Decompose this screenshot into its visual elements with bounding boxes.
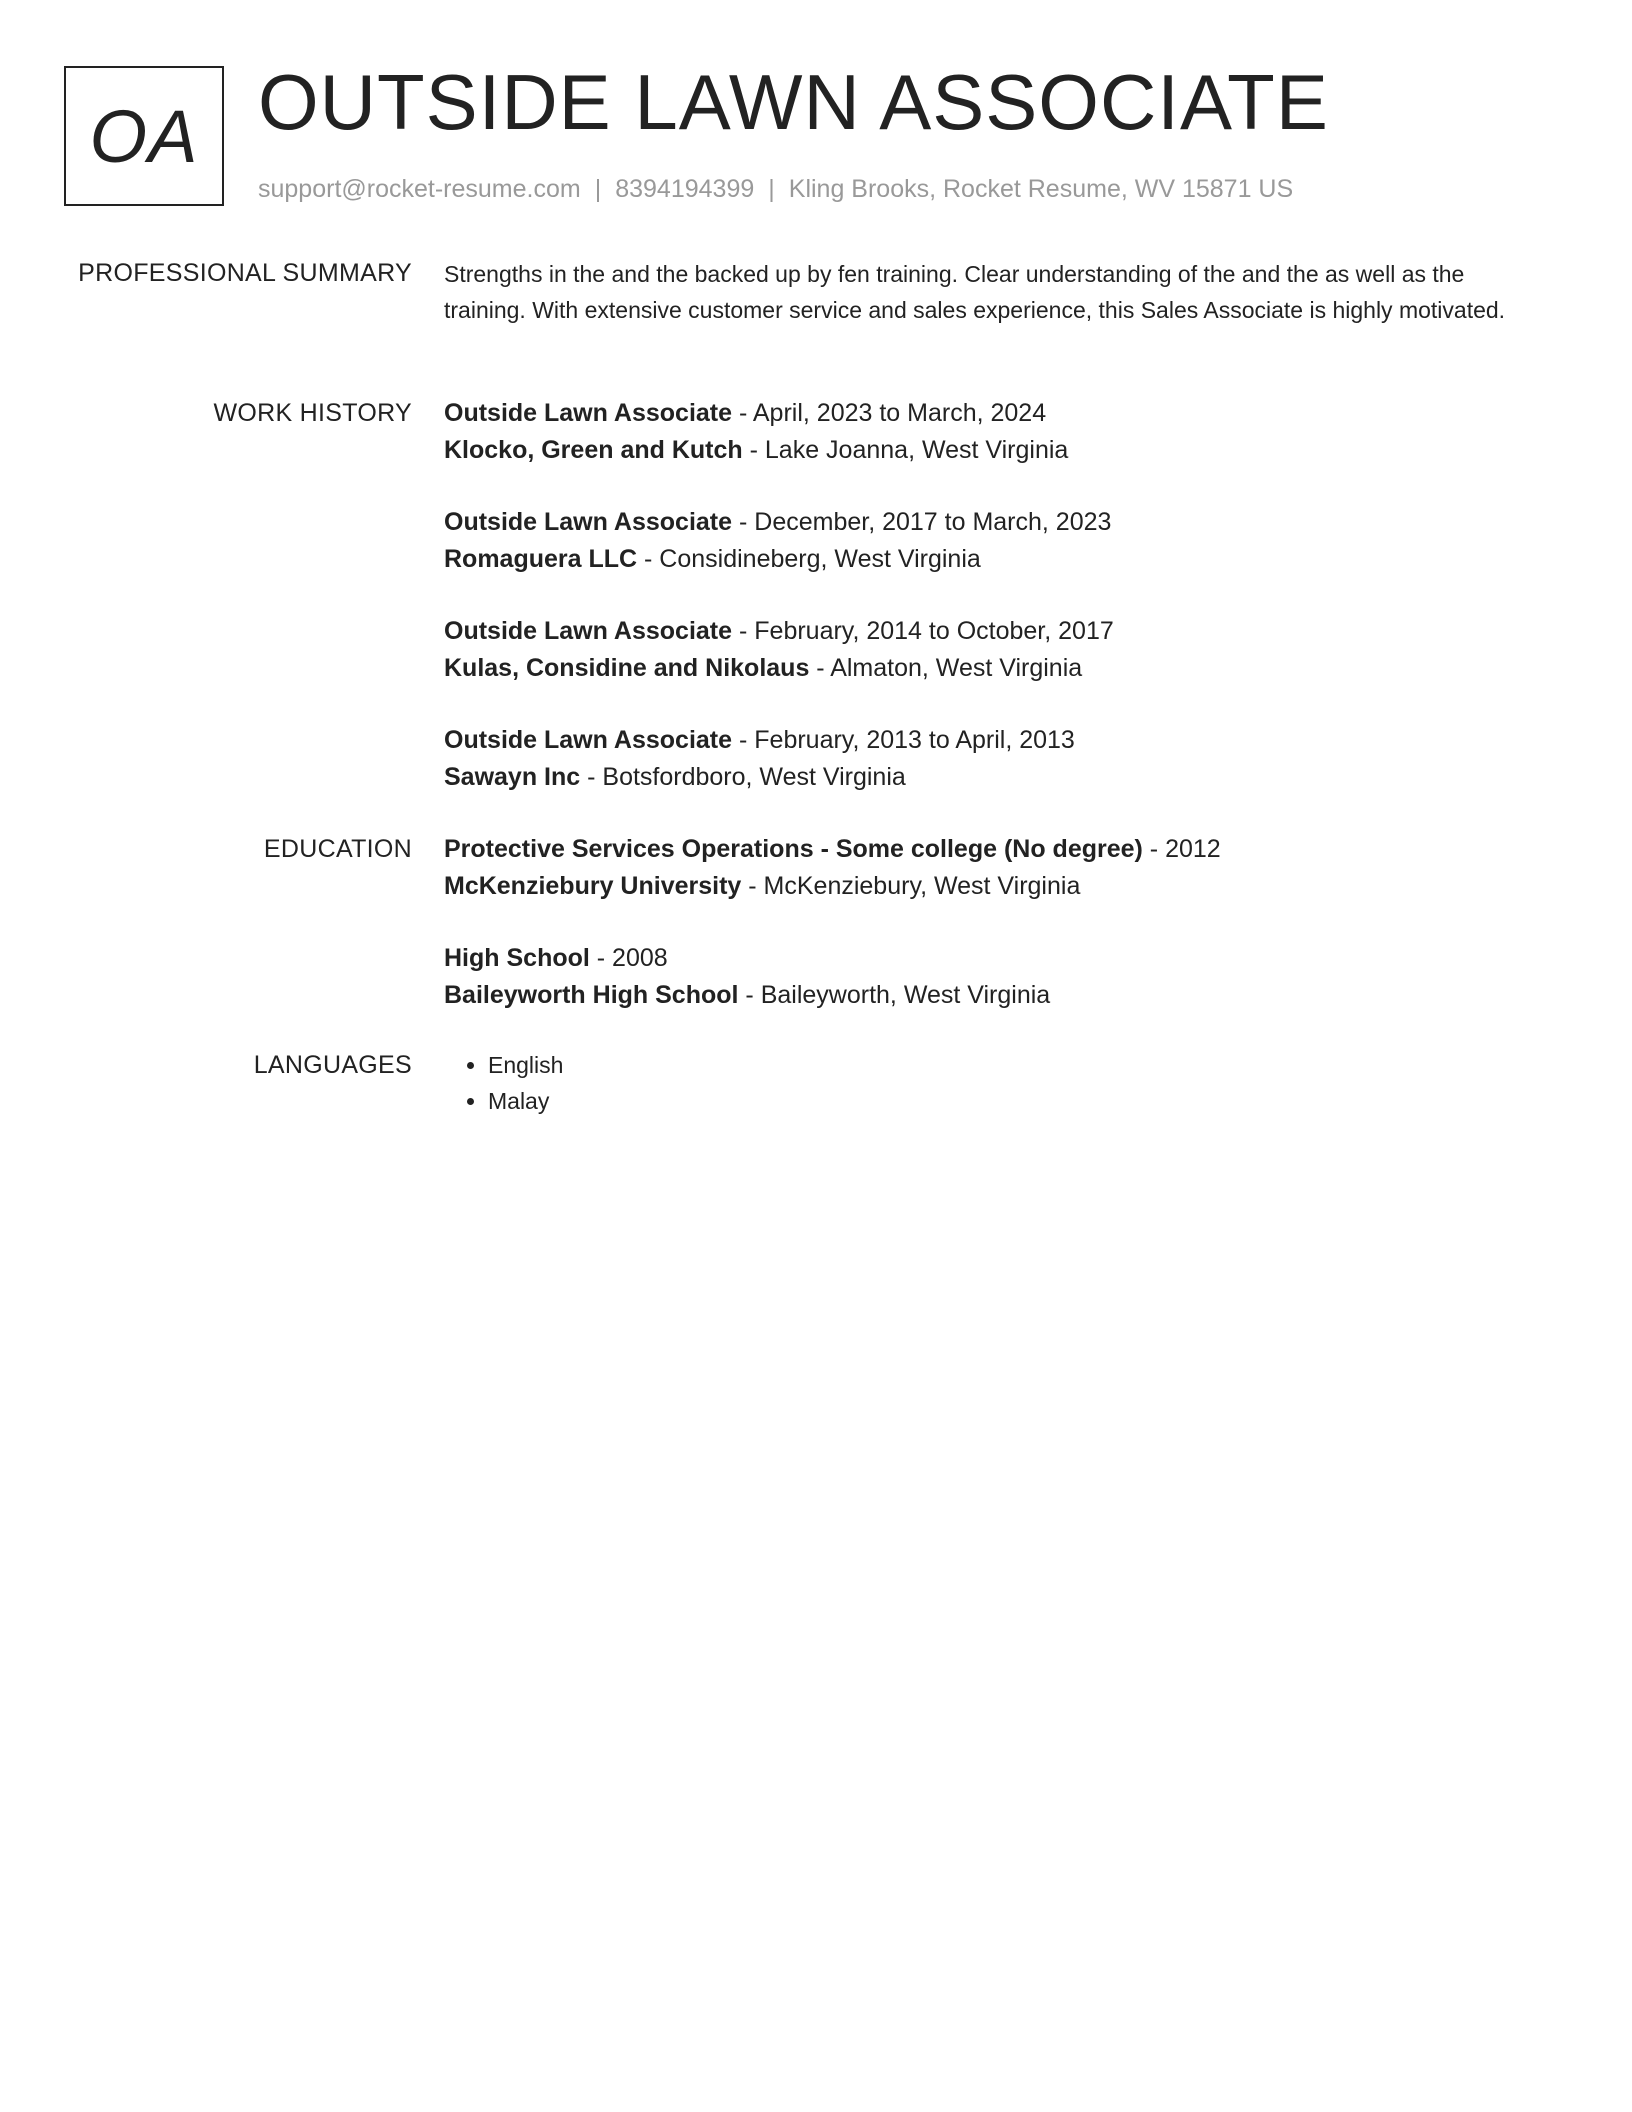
section-label-summary: PROFESSIONAL SUMMARY <box>78 259 412 287</box>
job-dates: - February, 2013 to April, 2013 <box>732 726 1075 754</box>
monogram-badge: OA <box>64 66 224 206</box>
work-entry <box>444 613 1544 687</box>
contact-email: support@rocket-resume.com <box>258 175 581 203</box>
work-entry <box>444 722 1544 796</box>
contact-separator: | <box>594 175 602 203</box>
contact-address: Kling Brooks, Rocket Resume, WV 15871 US <box>788 175 1294 203</box>
education-school: McKenziebury University <box>444 872 742 900</box>
job-company: Romaguera LLC <box>444 545 638 573</box>
section-label-work-history: WORK HISTORY <box>213 399 412 427</box>
job-title: Outside Lawn Associate <box>444 726 733 754</box>
language-item: • English <box>488 1048 1544 1084</box>
job-location: - Botsfordboro, West Virginia <box>580 763 906 791</box>
job-title: Outside Lawn Associate <box>444 399 733 427</box>
languages-list <box>444 1048 1544 1119</box>
education-degree: High School <box>444 944 590 972</box>
education-degree: Protective Services Operations - Some college (No degree) <box>444 835 1143 863</box>
job-dates: - December, 2017 to March, 2023 <box>732 508 1112 536</box>
education-location: - McKenziebury, West Virginia <box>741 872 1081 900</box>
education-year: - 2012 <box>1142 835 1221 863</box>
job-company: Klocko, Green and Kutch <box>444 436 743 464</box>
job-title: Outside Lawn Associate <box>444 508 733 536</box>
job-title: Outside Lawn Associate <box>444 617 733 645</box>
education-year: - 2008 <box>589 944 668 972</box>
education-location: - Baileyworth, West Virginia <box>738 981 1051 1009</box>
work-history-list <box>444 395 1544 796</box>
contact-line <box>258 172 1293 206</box>
education-entry <box>444 940 1544 1014</box>
education-entry <box>444 831 1544 905</box>
contact-separator: | <box>768 175 775 203</box>
job-location: - Almaton, West Virginia <box>809 654 1083 682</box>
summary-text: Strengths in the and the backed up by fen training. Clear understanding of the and the as well as the training. With extensive customer service and sales experience, this Sales Associate is highly motivated. <box>444 261 1506 323</box>
education-list <box>444 831 1544 1014</box>
language-item: • Malay <box>488 1084 1544 1120</box>
contact-phone: 8394194399 <box>615 175 755 203</box>
section-label-education: EDUCATION <box>263 835 412 863</box>
job-dates: - April, 2023 to March, 2024 <box>732 399 1047 427</box>
section-label-languages: LANGUAGES <box>253 1051 412 1079</box>
candidate-name: OUTSIDE LAWN ASSOCIATE <box>258 58 1329 146</box>
job-location: - Considineberg, West Virginia <box>637 545 981 573</box>
work-entry <box>444 395 1544 469</box>
work-entry <box>444 504 1544 578</box>
languages-section <box>444 1048 1544 1119</box>
job-company: Sawayn Inc <box>444 763 581 791</box>
job-dates: - February, 2014 to October, 2017 <box>732 617 1114 645</box>
education-school: Baileyworth High School <box>444 981 739 1009</box>
job-company: Kulas, Considine and Nikolaus <box>444 654 810 682</box>
job-location: - Lake Joanna, West Virginia <box>742 436 1069 464</box>
